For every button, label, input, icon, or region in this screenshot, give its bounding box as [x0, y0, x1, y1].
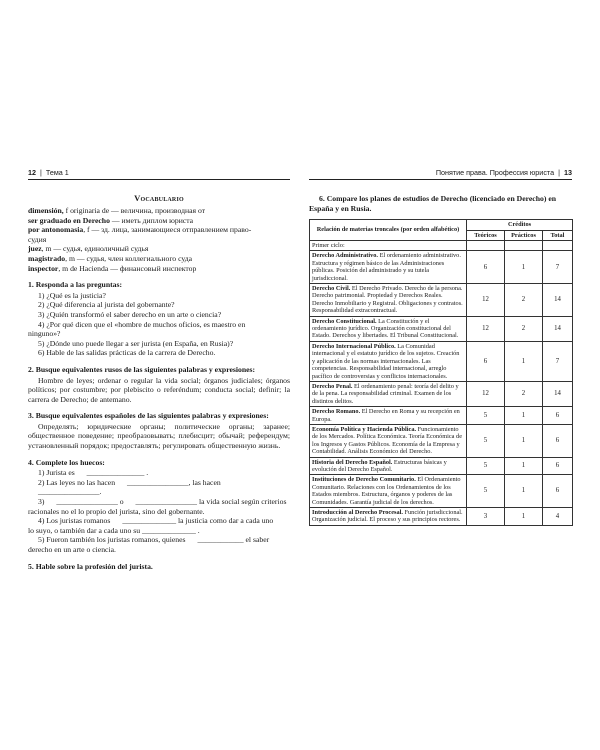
total-credits-cell: 6 — [543, 407, 573, 425]
fill-line: racionales no el lo propio del jurista, sino del gobernante. — [28, 506, 205, 516]
total-credits-cell: 14 — [543, 381, 573, 406]
theory-credits-cell: 5 — [467, 457, 505, 475]
theory-credits-cell: 12 — [467, 316, 505, 341]
practice-credits-cell: 1 — [505, 407, 543, 425]
exercise-1-questions — [28, 291, 290, 358]
fill-line: derecho en un arte o ciencia. — [28, 545, 116, 554]
right-page — [309, 168, 572, 526]
theory-credits-cell: 6 — [467, 251, 505, 284]
subject-title: Instituciones de Derecho Comunitario. — [312, 476, 416, 484]
subject-cell — [310, 407, 467, 425]
vocab-entry: dimensión, f originaria de — величина, производная от — [28, 206, 206, 215]
first-cycle-label: Primer ciclo: — [310, 241, 467, 251]
subject-cell — [310, 508, 467, 526]
subject-cell — [310, 316, 467, 341]
exercise-4-title: 4. Complete los huecos: — [28, 457, 105, 467]
fill-line: 4) Los juristas romanos ______________ la justicia como dar a cada uno — [38, 516, 274, 526]
theory-credits-cell: 5 — [467, 475, 505, 508]
vocab-entry: судия — [28, 234, 47, 244]
subject-title: Introducción al Derecho Procesal. — [312, 509, 403, 516]
question-line: 6) Hable de las salidas prácticas de la carrera de Derecho. — [38, 348, 216, 358]
table-row — [310, 407, 573, 425]
question-line: 5) ¿Dónde uno puede llegar a ser jurista (en España, en Rusia)? — [38, 338, 234, 348]
subject-cell — [310, 381, 467, 406]
total-credits-cell: 14 — [543, 284, 573, 317]
subject-description: El ordenamiento administrativo. Estructura y régimen básico de las Administraciones públicas. Posición del administrado y su tutela jurisdiccional. — [312, 252, 461, 282]
left-running-header — [28, 168, 290, 180]
subject-description: El Derecho en Roma y su recepción en Europa. — [312, 408, 460, 423]
subject-description: La Comunidad internacional y el estatuto jurídico de los sujetos. Creación y aplicación de las normas internacionales. Las competencias. Responsabilidad internacional, arreglo pacífico de controversias y conflictos internacionales. — [312, 342, 460, 380]
theory-credits-cell: 5 — [467, 407, 505, 425]
practice-credits-cell: 1 — [505, 341, 543, 381]
left-page — [28, 168, 290, 572]
exercise-2-text: Hombre de leyes; ordenar o regular la vida social; órganos judiciales; órganos políticos; por costumbre; por plebiscito o referéndum; conducta social; definir; la carrera de Derecho; de antemano. — [28, 375, 290, 404]
subject-title: Derecho Administrativo. — [312, 252, 378, 260]
table-row — [310, 508, 573, 526]
subject-description: Estructuras básicas y evolución del Derecho Español. — [312, 458, 447, 473]
table-row — [310, 284, 573, 317]
table-row-cycle — [310, 241, 573, 251]
table-row — [310, 341, 573, 381]
subject-title: Economía Política y Hacienda Pública. — [312, 425, 417, 433]
subject-description: El Ordenamiento Comunitario. Relaciones con los Ordenamientos de los Estados miembros. Estructura, órganos y poderes de las Comunidades. Garantía judicial de los derechos. — [312, 476, 461, 506]
exercise-4-sentences — [28, 468, 290, 554]
fill-line: 1) Jurista es _______________ . — [38, 468, 149, 478]
subject-cell — [310, 284, 467, 317]
exercise-3-text: Определять; юридические органы; политические органы; заранее; общественное поведение; преобразовывать; плебисцит; обычай; референдум; установленный порядок; предоставлять; регулировать общественную жизнь. — [28, 421, 290, 451]
table-row — [310, 457, 573, 475]
practice-credits-cell: 1 — [505, 508, 543, 526]
table-row — [310, 251, 573, 284]
right-section-title: Понятие права. Профессия юриста — [435, 168, 555, 177]
credits-column-header: Créditos — [467, 220, 573, 230]
subject-title: Derecho Internacional Público. — [312, 342, 396, 350]
right-running-header — [309, 168, 572, 180]
vocab-entry: por antonomasia, f — зд. лица, занимающиеся отправлением право- — [28, 225, 252, 235]
practice-credits-cell: 2 — [505, 316, 543, 341]
subject-cell — [310, 475, 467, 508]
total-credits-cell: 7 — [543, 341, 573, 381]
vocabulary-title: Vocabulario — [134, 193, 184, 203]
table-row — [310, 381, 573, 406]
exercise-2-title: 2. Busque equivalentes rusos de las siguientes palabras y expresiones: — [28, 364, 256, 374]
question-line: 4) ¿Por qué dicen que el «hombre de muchos oficios, es maestro en — [38, 319, 246, 329]
vocab-entry: inspector, m de Hacienda — финансовый инспектор — [28, 263, 197, 273]
subject-title: Derecho Romano. — [312, 408, 361, 416]
subject-description: Función jurisdiccional. Organización judicial. El proceso y sus principios rectores. — [312, 509, 463, 524]
right-page-number: 13 — [564, 168, 572, 177]
subject-title: Derecho Civil. — [312, 285, 351, 293]
total-credits-cell: 6 — [543, 475, 573, 508]
fill-line: lo suyo, o también dar a cada uno su ______________ . — [28, 525, 200, 535]
total-credits-cell: 4 — [543, 508, 573, 526]
subject-cell — [310, 341, 467, 381]
subject-description: La Constitución y el ordenamiento jurídico. Organización constitucional del Estado. Derechos y libertades. El Tribunal Constitucional. — [312, 317, 459, 340]
total-column-header: Total — [543, 230, 573, 240]
left-section-title: Тема 1 — [45, 168, 69, 177]
total-credits-cell: 14 — [543, 316, 573, 341]
subject-cell — [310, 251, 467, 284]
exercise-1-title: 1. Responda a las preguntas: — [28, 280, 123, 290]
practice-column-header: Prácticos — [505, 230, 543, 240]
subject-description: Funcionamiento de los Mercados. Política Económica. Teoría Económica de los Ingresos y Gastos Públicos. Economía de la Empresa y Contabilidad. Análisis Económico del Derecho. — [312, 425, 462, 456]
subject-description: El ordenamiento penal: teoría del delito y de la pena. La responsabilidad criminal. Examen de los distintos delitos. — [312, 382, 459, 405]
question-line: ninguno»? — [28, 329, 61, 339]
curriculum-table — [309, 219, 573, 526]
vocab-entry: ser graduado en Derecho — иметь диплом юриста — [28, 215, 194, 225]
fill-line: 3) ________________ o ________________ la vida social según criterios — [38, 497, 287, 507]
subject-cell — [310, 424, 467, 457]
header-separator: | — [558, 168, 560, 177]
table-row — [310, 316, 573, 341]
header-separator: | — [40, 168, 42, 177]
practice-credits-cell: 1 — [505, 424, 543, 457]
subject-title: Derecho Constitucional. — [312, 317, 377, 325]
practice-credits-cell: 1 — [505, 457, 543, 475]
practice-credits-cell: 2 — [505, 381, 543, 406]
subjects-column-header: Relación de materias troncales (por orden alfabético) — [310, 220, 467, 241]
exercise-3-title: 3. Busque equivalentes españoles de las siguientes palabras y expresiones: — [28, 411, 269, 421]
vocab-entry: juez, m — судья, единоличный судья — [28, 244, 149, 254]
total-credits-cell: 7 — [543, 251, 573, 284]
theory-credits-cell: 12 — [467, 381, 505, 406]
practice-credits-cell: 1 — [505, 475, 543, 508]
theory-credits-cell: 6 — [467, 341, 505, 381]
practice-credits-cell: 1 — [505, 251, 543, 284]
subject-description: El Derecho Privado. Derecho de la persona. Derecho patrimonial. Propiedad y Derechos Reales. Derecho Inmobiliario y Registral. Obligaciones y contratos. Responsabilidad extracontractual. — [312, 285, 463, 315]
practice-credits-cell: 2 — [505, 284, 543, 317]
theory-credits-cell: 3 — [467, 508, 505, 526]
vocab-entry: magistrado, m — судья, член коллегиального суда — [28, 253, 193, 263]
fill-line: 5) Fueron también los juristas romanos, quienes ____________ el saber — [38, 535, 270, 545]
theory-credits-cell: 5 — [467, 424, 505, 457]
question-line: 2) ¿Qué diferencia al jurista del gobernante? — [38, 300, 175, 310]
vocabulary-list — [28, 206, 290, 273]
left-page-number: 12 — [28, 168, 36, 177]
theory-column-header: Teóricos — [467, 230, 505, 240]
subject-title: Historia del Derecho Español. — [312, 458, 393, 466]
question-line: 1) ¿Qué es la justicia? — [38, 290, 106, 300]
total-credits-cell: 6 — [543, 457, 573, 475]
subject-cell — [310, 457, 467, 475]
fill-line: 2) Las leyes no las hacen ________________, las hacen ________________. — [38, 477, 221, 497]
total-credits-cell: 6 — [543, 424, 573, 457]
table-header-row — [310, 220, 573, 230]
theory-credits-cell: 12 — [467, 284, 505, 317]
subject-title: Derecho Penal. — [312, 382, 353, 390]
exercise-6-title: 6. Compare los planes de estudios de Derecho (licenciado en Derecho) en España y en Rusia. — [309, 194, 557, 213]
exercise-5-title: 5. Hable sobre la profesión del jurista. — [28, 561, 153, 571]
table-row — [310, 424, 573, 457]
table-row — [310, 475, 573, 508]
question-line: 3) ¿Quién transformó el saber derecho en un arte o ciencia? — [38, 309, 222, 319]
